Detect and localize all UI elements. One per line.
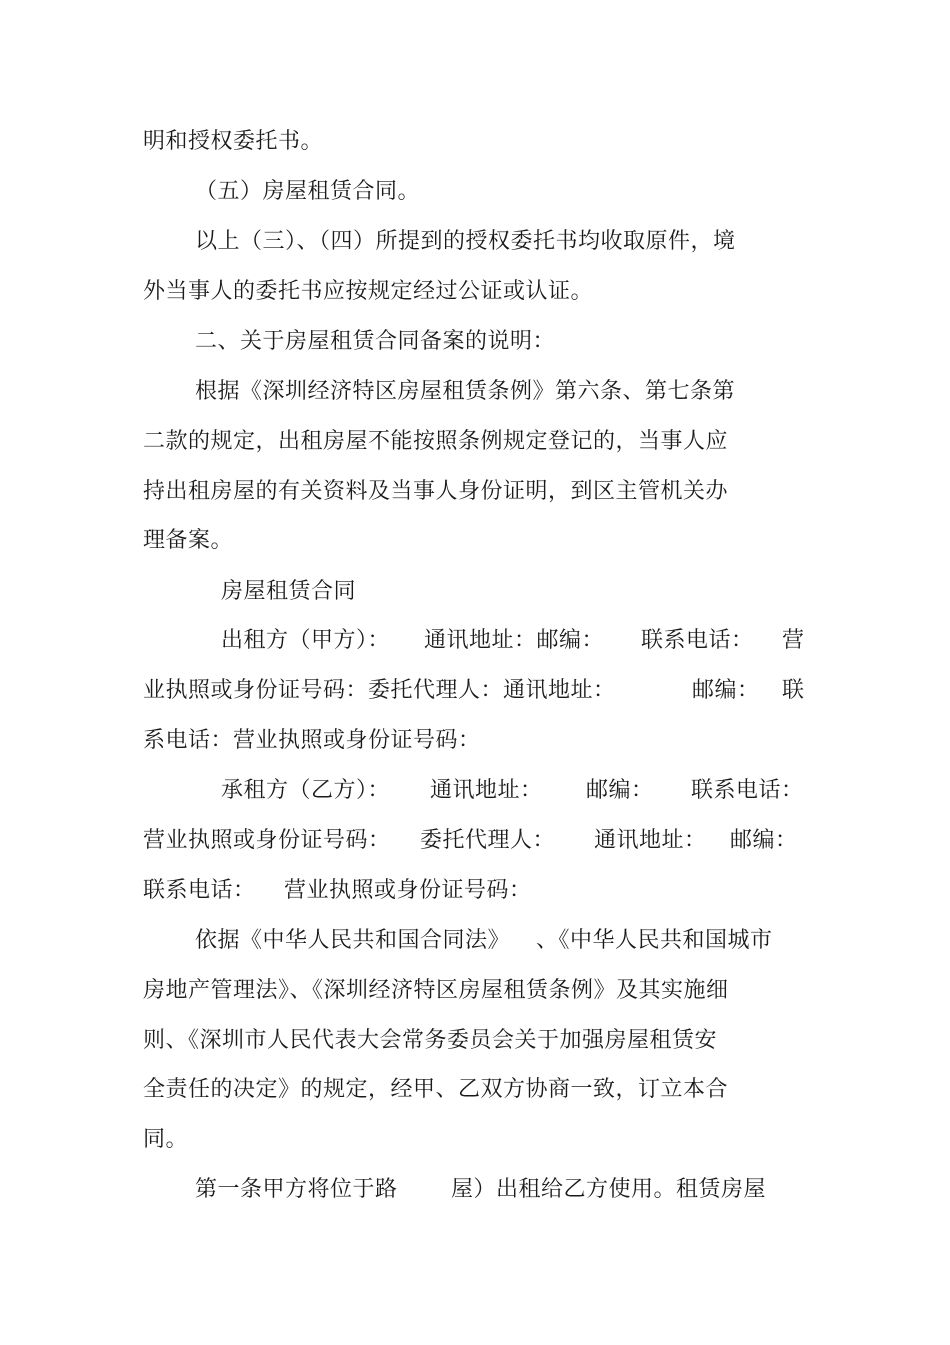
paragraph-line: 明和授权委托书。 — [143, 129, 324, 154]
party-a-agent-phone-license: 系电话：营业执照或身份证号码： — [143, 728, 481, 753]
paragraph-line: 以上（三）、（四）所提到的授权委托书均收取原件，境 — [195, 229, 736, 254]
paragraph-line: 根据《深圳经济特区房屋租赁条例》第六条、第七条第 — [195, 379, 736, 404]
party-a-wrap-char: 营 — [782, 628, 805, 653]
contract-title: 房屋租赁合同 — [221, 579, 357, 604]
party-b-agent-postcode: 邮编： — [730, 828, 798, 853]
party-b-address: 通讯地址： — [430, 778, 543, 803]
paragraph-line: 外当事人的委托书应按规定经过公证或认证。 — [143, 279, 594, 304]
party-a-label: 出租方（甲方）： — [221, 628, 391, 653]
party-b-agent-phone: 联系电话： — [143, 878, 256, 903]
party-b-agent-address: 通讯地址： — [594, 828, 707, 853]
party-b-label: 承租方（乙方）： — [221, 778, 391, 803]
section-heading: 二、关于房屋租赁合同备案的说明： — [195, 329, 556, 354]
paragraph-line: 全责任的决定》的规定，经甲、乙双方协商一致，订立本合 — [143, 1077, 729, 1102]
paragraph-line: 同。 — [143, 1127, 189, 1152]
party-b-agent-license: 营业执照或身份证号码： — [284, 878, 532, 903]
party-a-wrap-char: 联 — [782, 678, 805, 703]
basis-segment: 、《中华人民共和国城市 — [536, 928, 773, 953]
paragraph-line: 持出租房屋的有关资料及当事人身份证明，到区主管机关办 — [143, 479, 729, 504]
paragraph-line: 房地产管理法》、《深圳经济特区房屋租赁条例》及其实施细 — [143, 978, 729, 1003]
party-a-address-postcode: 通讯地址：邮编： — [424, 628, 605, 653]
party-b-agent: 委托代理人： — [420, 828, 556, 853]
item-heading: （五）房屋租赁合同。 — [195, 179, 421, 204]
party-b-phone: 联系电话： — [691, 778, 804, 803]
paragraph-line: 二款的规定，出租房屋不能按照条例规定登记的，当事人应 — [143, 429, 729, 454]
paragraph-line: 则、《深圳市人民代表大会常务委员会关于加强房屋租赁安 — [143, 1028, 718, 1053]
article-1-segment: 屋）出租给乙方使用。租赁房屋 — [451, 1177, 767, 1202]
paragraph-line: 理备案。 — [143, 528, 234, 553]
party-b-license: 营业执照或身份证号码： — [143, 828, 391, 853]
party-a-phone: 联系电话： — [641, 628, 754, 653]
article-1-segment: 第一条甲方将位于路 — [195, 1177, 398, 1202]
party-a-license-agent-address: 业执照或身份证号码：委托代理人：通讯地址： — [143, 678, 616, 703]
party-b-postcode: 邮编： — [586, 778, 654, 803]
party-a-agent-postcode: 邮编： — [692, 678, 760, 703]
basis-segment: 依据《中华人民共和国合同法》 — [195, 928, 511, 953]
